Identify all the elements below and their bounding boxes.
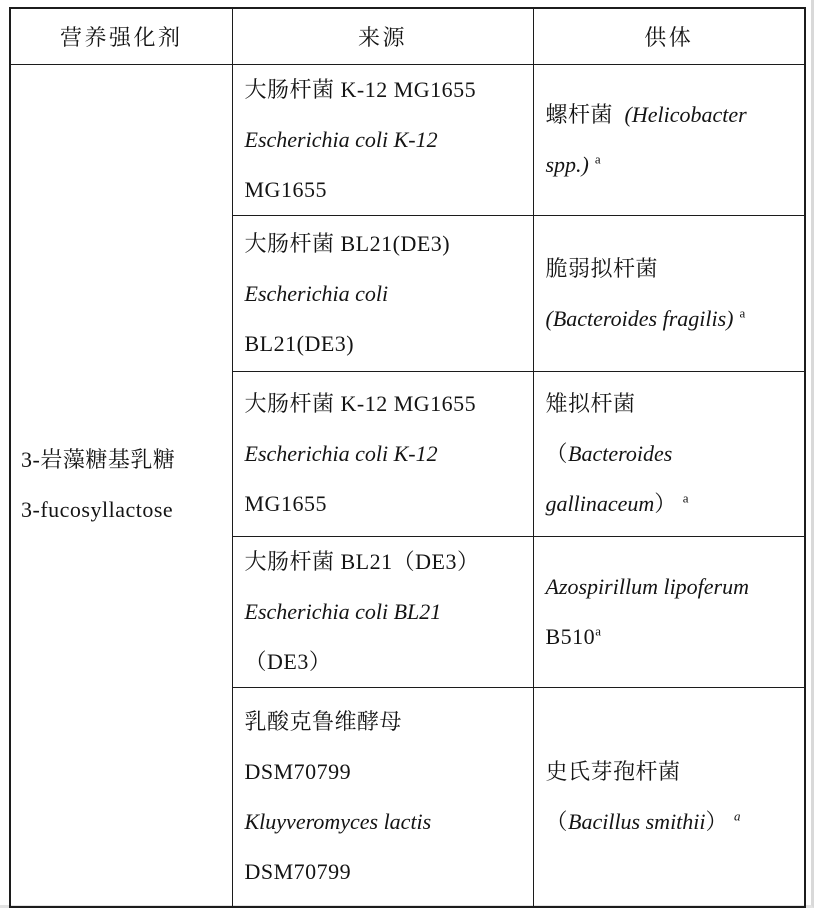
source-cell	[232, 65, 533, 216]
table-header-row	[10, 8, 805, 65]
text-line	[245, 115, 527, 165]
text-run: 大肠杆菌 BL21(DE3)	[244, 230, 451, 256]
text-line	[245, 429, 527, 479]
text-run: Azospirillum lipoferum	[545, 574, 750, 599]
text-line	[546, 244, 799, 294]
text-run: gallinaceum	[545, 491, 655, 516]
text-line	[245, 65, 527, 115]
text-line	[21, 485, 226, 535]
text-run: Bacillus smithii	[568, 808, 706, 834]
text-run: 大肠杆菌 K-12 MG1655	[244, 391, 477, 416]
text-run: ）	[705, 808, 729, 834]
text-run: 脆弱拟杆菌	[545, 255, 659, 281]
superscript-note-marker: a	[739, 305, 746, 321]
text-run: MG1655	[244, 491, 327, 516]
text-run: （	[545, 441, 569, 466]
text-run: MG1655	[244, 177, 327, 202]
text-run: Escherichia coli	[244, 280, 389, 306]
text-run: BL21	[388, 599, 442, 624]
fortifier-source-donor-table	[9, 7, 806, 908]
source-cell	[232, 372, 533, 537]
text-run: K-12	[388, 127, 438, 152]
superscript-note-marker: a	[594, 151, 602, 167]
fortifier-cell	[10, 65, 232, 907]
text-line	[546, 797, 799, 847]
source-cell	[232, 537, 533, 688]
text-line	[245, 219, 527, 269]
text-run: B510	[545, 624, 596, 649]
text-line	[546, 747, 799, 797]
text-run: ）	[654, 491, 677, 516]
text-run: 3-岩藻糖基乳糖	[21, 447, 176, 473]
text-run: Escherichia coli	[244, 599, 389, 624]
text-run: 3-fucosyllactose	[21, 497, 174, 523]
text-line	[546, 90, 799, 140]
text-run: 乳酸克鲁维酵母	[244, 708, 403, 734]
text-run: （DE3）	[244, 649, 332, 674]
source-cell	[232, 216, 533, 372]
text-run: 大肠杆菌 BL21（DE3）	[244, 549, 480, 574]
superscript-note-marker: a	[734, 808, 741, 824]
text-line	[245, 165, 527, 215]
text-run: Escherichia coli	[244, 127, 389, 152]
superscript-note-marker: a	[595, 623, 602, 639]
donor-cell	[533, 372, 805, 537]
text-run: (Bacteroides fragilis)	[545, 305, 734, 331]
text-line	[245, 479, 527, 529]
text-line	[245, 587, 527, 637]
donor-cell	[533, 65, 805, 216]
text-run: DSM70799	[244, 758, 352, 784]
superscript-note-marker: a	[682, 490, 690, 506]
text-line	[245, 697, 527, 747]
text-line	[21, 435, 226, 485]
text-run: K-12	[388, 441, 438, 466]
header-cell-donor: 供体	[533, 8, 805, 65]
header-cell-source: 来源	[232, 8, 533, 65]
text-run: Bacteroides	[568, 441, 673, 466]
text-line	[245, 269, 527, 319]
text-run: BL21(DE3)	[244, 330, 355, 356]
text-run: DSM70799	[244, 858, 352, 884]
text-line	[245, 537, 527, 587]
text-run: (Helicobacter	[624, 102, 747, 127]
text-line	[546, 479, 799, 529]
text-line	[245, 379, 527, 429]
text-run: 史氏芽孢杆菌	[545, 758, 681, 784]
table-row	[10, 65, 805, 216]
text-run: （	[545, 808, 569, 834]
text-line	[245, 847, 527, 897]
donor-cell	[533, 537, 805, 688]
text-line	[546, 379, 799, 429]
text-run: Escherichia coli	[244, 441, 389, 466]
header-cell-fortifier: 营养强化剂	[10, 8, 232, 65]
text-line	[546, 612, 799, 662]
text-line	[546, 562, 799, 612]
text-line	[245, 747, 527, 797]
text-line	[546, 294, 799, 344]
text-line	[245, 637, 527, 687]
donor-cell	[533, 688, 805, 907]
donor-cell	[533, 216, 805, 372]
text-line	[546, 140, 799, 190]
source-cell	[232, 688, 533, 907]
text-run: Kluyveromyces lactis	[244, 808, 432, 834]
text-run: 大肠杆菌 K-12 MG1655	[244, 77, 477, 102]
text-run: spp.)	[545, 152, 589, 177]
text-run: 雉拟杆菌	[545, 391, 636, 416]
text-line	[546, 429, 799, 479]
text-line	[245, 797, 527, 847]
text-line	[245, 319, 527, 369]
text-run: 螺杆菌	[545, 102, 625, 127]
